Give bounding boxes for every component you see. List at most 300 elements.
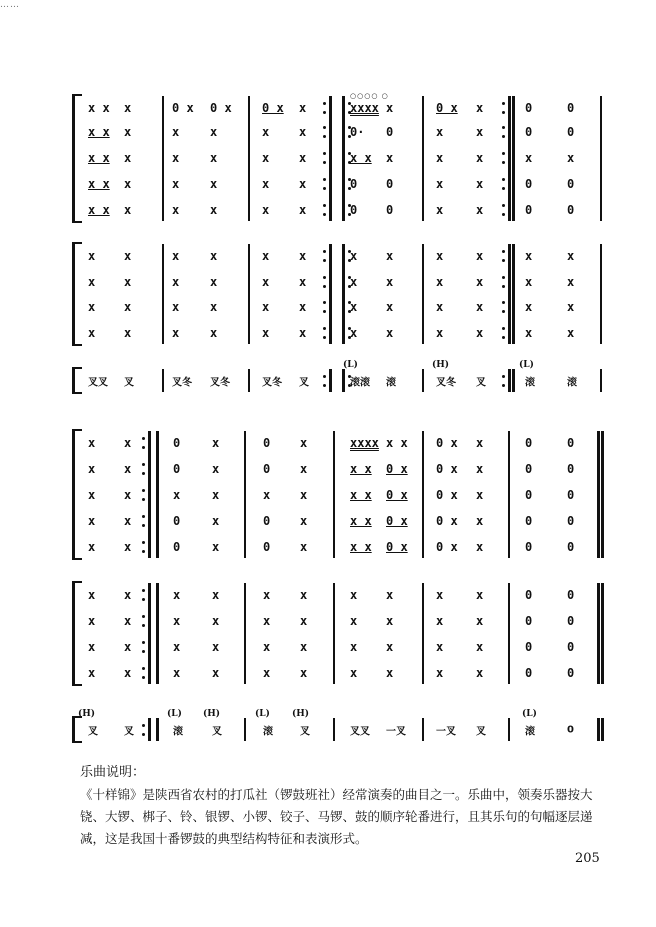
beat-note: 叉冬 xyxy=(210,377,230,389)
beat-note: x xyxy=(212,540,220,554)
barline xyxy=(422,431,424,558)
beat-note: x xyxy=(476,666,484,680)
beat-note: 一叉 xyxy=(436,726,456,738)
beat-note: 0 xyxy=(525,101,533,115)
beat-note: x xyxy=(386,614,394,628)
beat-note: x x xyxy=(88,203,110,217)
barline xyxy=(512,369,515,392)
beat-note: x xyxy=(300,514,308,528)
beat-note: x xyxy=(299,249,307,263)
beat-note: 0 xyxy=(525,436,533,450)
beat-note: x xyxy=(476,300,484,314)
beat-note: x xyxy=(299,326,307,340)
beat-note: x xyxy=(88,514,96,528)
beat-note: x xyxy=(124,588,132,602)
bracket-hook xyxy=(72,741,82,743)
beat-note: x xyxy=(300,462,308,476)
beat-note: x x xyxy=(350,151,372,165)
beat-note: x xyxy=(263,666,271,680)
header-mark: …… xyxy=(0,0,20,10)
system-bracket xyxy=(72,716,75,743)
beat-note: x xyxy=(386,101,394,115)
beat-note: 滚 xyxy=(386,377,396,389)
beat-note: x xyxy=(173,488,181,502)
dynamic-mark: (H) xyxy=(292,709,310,719)
beat-note: x xyxy=(88,614,96,628)
beat-note: x xyxy=(436,203,444,217)
bracket-hook xyxy=(72,242,82,244)
beat-note: 叉冬 xyxy=(262,377,282,389)
beat-note: x xyxy=(124,462,132,476)
beat-note: x xyxy=(476,177,484,191)
beat-note: x xyxy=(567,249,575,263)
beat-note: 0 xyxy=(173,514,181,528)
beat-note: x xyxy=(476,540,484,554)
beat-note: x xyxy=(263,614,271,628)
beat-note: x xyxy=(436,666,444,680)
beat-note: x xyxy=(263,488,271,502)
beat-note: 叉 xyxy=(212,726,222,738)
barline xyxy=(329,244,332,344)
dynamic-mark: (H) xyxy=(78,709,96,719)
bracket-hook xyxy=(72,94,82,96)
beat-note: 0 x xyxy=(386,488,408,502)
beat-note: 0 xyxy=(567,724,574,736)
beat-note: 0 x xyxy=(436,514,458,528)
beat-note: x xyxy=(299,203,307,217)
beat-note: 0 xyxy=(386,125,394,139)
beat-note: x xyxy=(300,640,308,654)
beat-note: x xyxy=(476,125,484,139)
barline xyxy=(422,244,424,344)
beat-note: 0 xyxy=(386,203,394,217)
barline xyxy=(512,244,515,344)
beat-note: x xyxy=(212,436,220,450)
barline xyxy=(329,96,332,221)
barline xyxy=(512,96,515,221)
barline xyxy=(508,244,511,344)
dynamic-mark: (L) xyxy=(519,360,534,370)
beat-note: 0 xyxy=(525,588,533,602)
beat-note: x xyxy=(124,203,132,217)
barline xyxy=(156,431,159,558)
barline xyxy=(148,431,151,558)
beat-note: x xyxy=(88,300,96,314)
beat-note: 0 xyxy=(567,177,575,191)
beat-note: x xyxy=(124,640,132,654)
beat-note: x xyxy=(210,151,218,165)
beat-note: x xyxy=(386,151,394,165)
bracket-hook xyxy=(72,392,82,394)
beat-note: x xyxy=(212,588,220,602)
barline xyxy=(508,718,510,741)
barline xyxy=(248,244,250,344)
barline xyxy=(244,583,246,684)
beat-note: x xyxy=(436,249,444,263)
beat-note: x xyxy=(172,177,180,191)
beat-note: x xyxy=(436,151,444,165)
barline xyxy=(600,96,602,221)
bracket-hook xyxy=(72,367,82,369)
beat-note: x xyxy=(567,151,575,165)
beat-note: x xyxy=(124,666,132,680)
beat-note: 0 xyxy=(567,125,575,139)
barline xyxy=(422,96,424,221)
beat-note: x xyxy=(386,326,394,340)
beat-note: x xyxy=(212,488,220,502)
beat-note: x xyxy=(476,488,484,502)
beat-note: x xyxy=(172,125,180,139)
beat-note: x xyxy=(476,249,484,263)
beat-note: x xyxy=(476,436,484,450)
beat-note: x xyxy=(476,614,484,628)
barline xyxy=(156,583,159,684)
beat-note: x xyxy=(262,249,270,263)
barline xyxy=(422,369,424,392)
beat-note: 0 xyxy=(567,666,575,680)
beat-note: x xyxy=(263,640,271,654)
barline xyxy=(248,96,250,221)
bracket-hook xyxy=(72,684,82,686)
beat-note: x xyxy=(476,151,484,165)
beat-note: 滚 xyxy=(567,377,577,389)
barline xyxy=(342,244,345,344)
beat-note: 0 xyxy=(567,540,575,554)
beat-note: x xyxy=(88,462,96,476)
dynamic-mark: (L) xyxy=(522,709,537,719)
note-title: 乐曲说明： xyxy=(80,765,146,780)
beat-note: 0 xyxy=(567,640,575,654)
beat-note: 0 xyxy=(567,588,575,602)
beat-note: x xyxy=(124,125,132,139)
bracket-hook xyxy=(72,221,82,223)
beat-note: 叉冬 xyxy=(172,377,192,389)
beat-note: x xyxy=(88,275,96,289)
beat-note: 0 x xyxy=(172,101,194,115)
beat-note: 0 xyxy=(525,614,533,628)
system-bracket xyxy=(72,429,75,560)
beat-note: x xyxy=(212,462,220,476)
beat-note: x x xyxy=(350,514,372,528)
beat-note: 叉 xyxy=(124,726,134,738)
beat-note: 滚 xyxy=(525,726,535,738)
beat-note: x x xyxy=(88,151,110,165)
beat-note: x xyxy=(350,666,358,680)
barline xyxy=(597,431,600,558)
beat-note: x xyxy=(299,275,307,289)
bracket-hook xyxy=(72,558,82,560)
beat-note: 叉 xyxy=(476,377,486,389)
beat-note: 滚 xyxy=(525,377,535,389)
beat-note: x xyxy=(173,666,181,680)
page-number: 205 xyxy=(575,851,600,866)
beat-note: x xyxy=(124,151,132,165)
dynamic-mark: (H) xyxy=(432,360,450,370)
beat-note: x xyxy=(212,666,220,680)
barline xyxy=(333,431,335,558)
barline xyxy=(508,96,511,221)
beat-note: x x xyxy=(350,462,372,476)
beat-note: 叉 xyxy=(124,377,134,389)
beat-note: x xyxy=(263,588,271,602)
beat-note: x xyxy=(386,249,394,263)
barline xyxy=(148,583,151,684)
beat-note: x xyxy=(172,275,180,289)
beat-note: xxxx xyxy=(350,436,379,450)
beat-note: x xyxy=(436,326,444,340)
beat-note: x x xyxy=(350,488,372,502)
beat-note: x xyxy=(262,177,270,191)
beat-note: 0 xyxy=(263,436,271,450)
beat-note: x xyxy=(88,488,96,502)
beat-note: 叉 xyxy=(299,377,309,389)
beat-note: xxxx xyxy=(350,101,379,115)
beat-note: x xyxy=(210,203,218,217)
beat-note: 0 xyxy=(567,462,575,476)
beat-note: 0 xyxy=(567,203,575,217)
beat-note: x xyxy=(262,275,270,289)
beat-note: 0 xyxy=(386,177,394,191)
beat-note: x xyxy=(124,300,132,314)
beat-note: x xyxy=(436,640,444,654)
beat-note: x xyxy=(350,275,358,289)
beat-note: 0 x xyxy=(436,101,458,115)
beat-note: x xyxy=(212,614,220,628)
beat-note: 叉 xyxy=(476,726,486,738)
dynamic-mark: (H) xyxy=(203,709,221,719)
barline xyxy=(597,718,600,741)
beat-note: x x xyxy=(88,177,110,191)
barline xyxy=(600,369,602,392)
beat-note: 0 xyxy=(263,462,271,476)
barline xyxy=(162,369,164,392)
beat-note: x xyxy=(172,203,180,217)
dynamic-mark: (L) xyxy=(343,360,358,370)
beat-note: x xyxy=(300,540,308,554)
beat-note: x xyxy=(436,125,444,139)
beat-note: x xyxy=(124,275,132,289)
beat-note: 0 x xyxy=(386,462,408,476)
beat-note: 0 x xyxy=(436,436,458,450)
beat-note: x xyxy=(124,249,132,263)
beat-note: 0 xyxy=(525,514,533,528)
beat-note: x xyxy=(350,326,358,340)
beat-note: x xyxy=(476,326,484,340)
barline xyxy=(508,431,510,558)
beat-note: x xyxy=(88,436,96,450)
beat-note: 0 xyxy=(263,540,271,554)
beat-note: x xyxy=(476,203,484,217)
system-bracket xyxy=(72,94,75,223)
beat-note: 0 xyxy=(525,125,533,139)
beat-note: 0 xyxy=(350,177,358,191)
beat-note: x xyxy=(210,177,218,191)
beat-note: 0 xyxy=(567,101,575,115)
beat-note: x xyxy=(436,177,444,191)
beat-note: 叉叉 xyxy=(88,377,108,389)
barline xyxy=(422,583,424,684)
beat-note: x xyxy=(436,588,444,602)
bracket-hook xyxy=(72,344,82,346)
barline xyxy=(597,583,600,684)
beat-note: x xyxy=(212,640,220,654)
beat-note: 0 xyxy=(525,666,533,680)
barline xyxy=(508,369,511,392)
note-text: 《十样锦》是陕西省农村的打瓜社（锣鼓班社）经常演奏的曲目之一。乐曲中，领奏乐器按大铙、大锣、梆子、铃、银锣、小锣、铰子、马锣、鼓的顺序轮番进行，且其乐句的句幅逐层递减，这是我国十番锣鼓的典型结构特征和表演形式。 xyxy=(80,787,593,846)
beat-note: x xyxy=(124,514,132,528)
beat-note: x xyxy=(386,300,394,314)
bracket-hook xyxy=(72,581,82,583)
beat-note: 0 xyxy=(525,640,533,654)
barline xyxy=(422,718,424,741)
beat-note: x xyxy=(210,275,218,289)
beat-note: x xyxy=(300,614,308,628)
beat-note: x xyxy=(436,300,444,314)
beat-note: 0 xyxy=(525,177,533,191)
beat-note: x xyxy=(172,300,180,314)
beat-note: x xyxy=(386,640,394,654)
beat-note: 叉冬 xyxy=(436,377,456,389)
beat-note: x xyxy=(476,588,484,602)
beat-note: 0 xyxy=(567,614,575,628)
beat-note: x x xyxy=(386,436,408,450)
beat-note: x xyxy=(212,514,220,528)
system-bracket xyxy=(72,367,75,394)
beat-note: 0 xyxy=(173,436,181,450)
beat-note: x xyxy=(386,275,394,289)
barline xyxy=(244,431,246,558)
beat-note: 0 xyxy=(567,514,575,528)
beat-note: x xyxy=(567,275,575,289)
beat-note: 0· xyxy=(350,125,365,139)
beat-note: x xyxy=(88,249,96,263)
beat-note: x xyxy=(124,177,132,191)
beat-note: x xyxy=(567,326,575,340)
beat-note: x xyxy=(386,588,394,602)
beat-note: x xyxy=(88,640,96,654)
beat-note: 0 xyxy=(350,203,358,217)
beat-note: x xyxy=(299,151,307,165)
beat-note: x xyxy=(525,275,533,289)
beat-note: x xyxy=(172,326,180,340)
beat-note: x x xyxy=(350,540,372,554)
beat-note: x xyxy=(350,249,358,263)
beat-note: x xyxy=(299,101,307,115)
beat-note: x xyxy=(525,151,533,165)
beat-note: x xyxy=(350,588,358,602)
beat-note: x xyxy=(300,436,308,450)
beat-note: 滚 xyxy=(173,726,183,738)
beat-note: x x xyxy=(88,125,110,139)
beat-note: x xyxy=(567,300,575,314)
beat-note: 叉 xyxy=(300,726,310,738)
beat-note: 0 x xyxy=(436,488,458,502)
beat-note: 0 xyxy=(525,203,533,217)
barline xyxy=(508,583,510,684)
beat-note: x xyxy=(476,101,484,115)
beat-note: x xyxy=(300,488,308,502)
barline xyxy=(600,244,602,344)
beat-note: x xyxy=(173,614,181,628)
barline xyxy=(601,583,604,684)
beat-note: x xyxy=(525,326,533,340)
beat-note: x xyxy=(124,326,132,340)
beat-note: x xyxy=(299,125,307,139)
beat-note: 叉 xyxy=(88,726,98,738)
barline xyxy=(156,718,159,741)
beat-note: 0 xyxy=(173,540,181,554)
beat-note: x xyxy=(88,326,96,340)
beat-note: x x xyxy=(88,101,110,115)
beat-note: x xyxy=(300,666,308,680)
beat-note: 0 xyxy=(567,436,575,450)
beat-note: x xyxy=(436,614,444,628)
beat-note: 0 xyxy=(525,540,533,554)
beat-note: x xyxy=(262,125,270,139)
beat-note: x xyxy=(124,436,132,450)
beat-note: x xyxy=(350,640,358,654)
barline xyxy=(162,96,164,221)
beat-note: x xyxy=(299,300,307,314)
barline xyxy=(333,718,335,741)
beat-note: x xyxy=(262,326,270,340)
beat-note: x xyxy=(350,614,358,628)
beat-note: x xyxy=(476,640,484,654)
beat-note: x xyxy=(210,249,218,263)
barline xyxy=(162,244,164,344)
beat-note: 滚滚 xyxy=(350,377,370,389)
ornament-circles: ○○○○ ○ xyxy=(350,92,389,100)
system-bracket xyxy=(72,581,75,686)
beat-note: x xyxy=(300,588,308,602)
system-bracket xyxy=(72,242,75,346)
beat-note: x xyxy=(124,614,132,628)
beat-note: 0 x xyxy=(436,540,458,554)
bracket-hook xyxy=(72,429,82,431)
beat-note: 0 xyxy=(525,462,533,476)
beat-note: x xyxy=(124,488,132,502)
beat-note: x xyxy=(88,588,96,602)
barline xyxy=(333,583,335,684)
barline xyxy=(342,96,345,221)
beat-note: 叉叉 xyxy=(350,726,370,738)
barline xyxy=(342,369,345,392)
beat-note: 0 x xyxy=(262,101,284,115)
beat-note: 0 xyxy=(525,488,533,502)
barline xyxy=(244,718,246,741)
beat-note: x xyxy=(525,300,533,314)
barline xyxy=(601,718,604,741)
beat-note: 0 xyxy=(173,462,181,476)
beat-note: x xyxy=(124,101,132,115)
beat-note: 一叉 xyxy=(386,726,406,738)
beat-note: x xyxy=(476,462,484,476)
beat-note: x xyxy=(173,588,181,602)
beat-note: 0 x xyxy=(210,101,232,115)
dynamic-mark: (L) xyxy=(255,709,270,719)
beat-note: x xyxy=(88,540,96,554)
barline xyxy=(329,369,332,392)
beat-note: 0 x xyxy=(386,514,408,528)
dynamic-mark: (L) xyxy=(167,709,182,719)
beat-note: 0 x xyxy=(436,462,458,476)
beat-note: 滚 xyxy=(263,726,273,738)
beat-note: x xyxy=(210,300,218,314)
barline xyxy=(248,369,250,392)
beat-note: 0 xyxy=(567,488,575,502)
beat-note: x xyxy=(436,275,444,289)
beat-note: x xyxy=(210,125,218,139)
